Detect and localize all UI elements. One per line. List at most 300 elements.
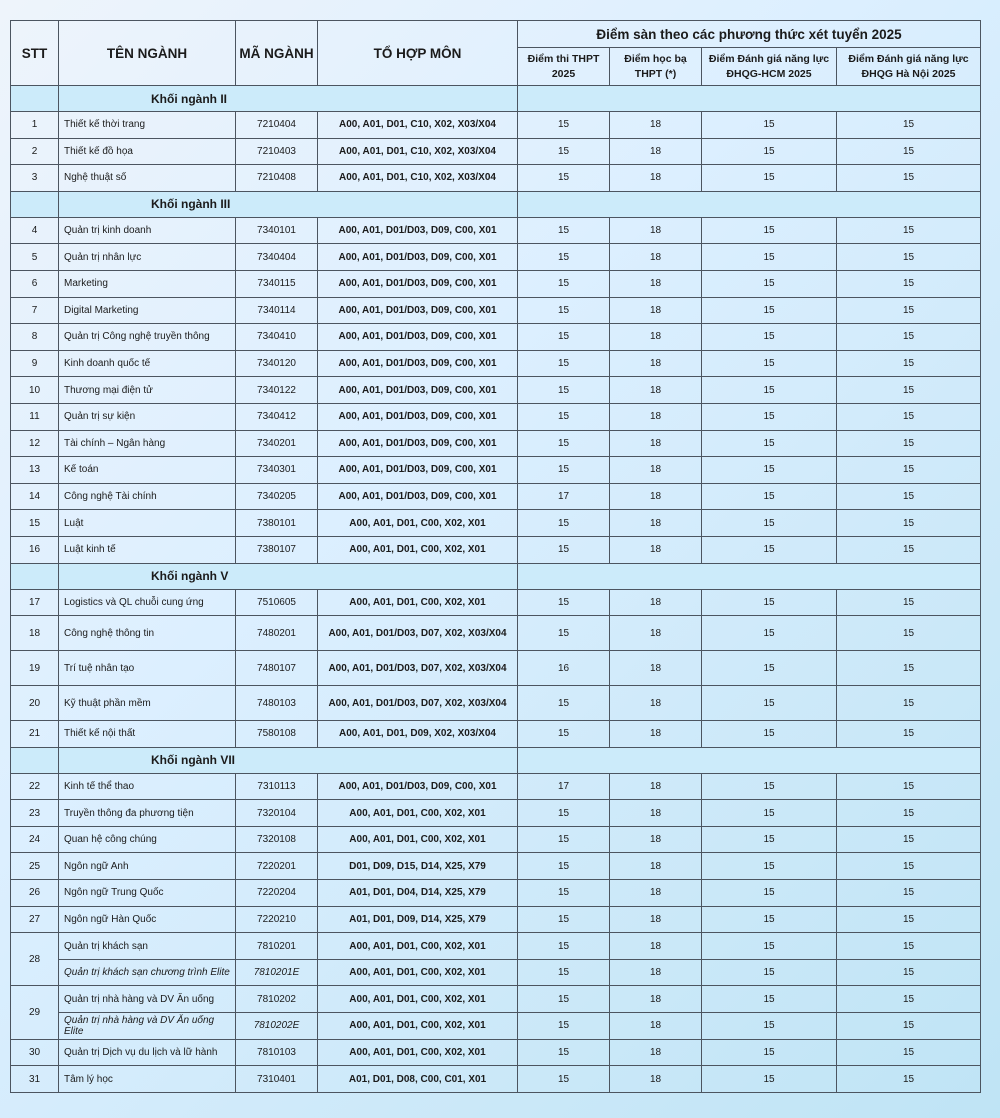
major-name-cell: Quản trị Dịch vụ du lịch và lữ hành [59,1039,236,1066]
score-cell: 15 [702,906,837,933]
major-name-cell: Quản trị khách sạn chương trình Elite [59,959,236,986]
major-name-cell: Nghệ thuật số [59,165,236,192]
major-name-cell: Thiết kế nội thất [59,721,236,748]
stt-cell: 24 [11,826,59,853]
stt-cell: 29 [11,986,59,1039]
table-row [11,880,981,907]
score-cell: 15 [518,324,610,351]
group-title: Khối ngành III [59,191,518,217]
score-cell: 15 [837,853,981,880]
header-name: TÊN NGÀNH [59,21,236,86]
score-cell: 15 [837,1039,981,1066]
major-name-cell: Ngôn ngữ Trung Quốc [59,880,236,907]
score-cell: 18 [610,686,702,721]
table-row [11,350,981,377]
score-cell: 15 [837,1013,981,1040]
score-cell: 15 [702,651,837,686]
score-cell: 18 [610,377,702,404]
score-cell: 15 [702,826,837,853]
score-cell: 17 [518,773,610,800]
score-cell: 15 [837,457,981,484]
header-method-line: Điểm học bạ [624,52,687,65]
table-row [11,138,981,165]
score-cell: 18 [610,589,702,616]
score-cell: 15 [518,826,610,853]
header-method-line: THPT (*) [634,67,677,80]
major-name-cell: Luật kinh tế [59,536,236,563]
header-stt: STT [11,21,59,86]
stt-cell: 12 [11,430,59,457]
score-cell: 18 [610,430,702,457]
score-cell: 18 [610,350,702,377]
subject-combo-cell: A00, A01, D01/D03, D07, X02, X03/X04 [318,616,518,651]
score-cell: 15 [702,880,837,907]
score-cell: 15 [702,686,837,721]
group-title: Khối ngành V [59,563,518,589]
group-row [11,747,981,773]
subject-combo-cell: A00, A01, D01, D09, X02, X03/X04 [318,721,518,748]
table-row [11,959,981,986]
score-cell: 15 [837,773,981,800]
major-name-cell: Quản trị sự kiện [59,403,236,430]
score-cell: 18 [610,651,702,686]
score-cell: 15 [837,270,981,297]
score-cell: 15 [702,933,837,960]
group-title: Khối ngành VII [59,747,518,773]
score-cell: 15 [837,1066,981,1093]
major-code-cell: 7210404 [236,112,318,139]
subject-combo-cell: A00, A01, D01/D03, D09, C00, X01 [318,270,518,297]
subject-combo-cell: A01, D01, D08, C00, C01, X01 [318,1066,518,1093]
subject-combo-cell: A01, D01, D09, D14, X25, X79 [318,906,518,933]
score-cell: 18 [610,826,702,853]
header-method-group: Điểm sàn theo các phương thức xét tuyển 2025 [518,21,981,48]
score-cell: 18 [610,933,702,960]
major-name-cell: Công nghệ Tài chính [59,483,236,510]
subject-combo-cell: A00, A01, D01, C10, X02, X03/X04 [318,138,518,165]
score-cell: 18 [610,536,702,563]
score-cell: 15 [702,350,837,377]
subject-combo-cell: A00, A01, D01/D03, D09, C00, X01 [318,217,518,244]
stt-cell: 10 [11,377,59,404]
header-method-dgnl-hcm [702,48,837,86]
score-cell: 15 [518,906,610,933]
score-cell: 15 [518,138,610,165]
major-code-cell: 7310401 [236,1066,318,1093]
score-cell: 18 [610,138,702,165]
table-row [11,686,981,721]
score-cell: 18 [610,510,702,537]
score-cell: 15 [702,616,837,651]
table-row [11,403,981,430]
major-code-cell: 7810202 [236,986,318,1013]
subject-combo-cell: A00, A01, D01, C10, X02, X03/X04 [318,165,518,192]
score-cell: 15 [518,377,610,404]
group-filler-cell [518,86,981,112]
table-body [11,86,981,1093]
subject-combo-cell: A00, A01, D01/D03, D09, C00, X01 [318,403,518,430]
major-name-cell: Quản trị Công nghệ truyền thông [59,324,236,351]
admission-score-table [10,20,981,1093]
subject-combo-cell: A00, A01, D01, C00, X02, X01 [318,1039,518,1066]
table-row [11,986,981,1013]
score-cell: 15 [518,1066,610,1093]
stt-cell: 19 [11,651,59,686]
score-cell: 18 [610,297,702,324]
table-row [11,826,981,853]
header-method-line: ĐHQG-HCM 2025 [726,67,812,80]
score-cell: 15 [837,112,981,139]
stt-cell: 2 [11,138,59,165]
score-cell: 15 [837,959,981,986]
header-method-thpt [518,48,610,86]
group-row [11,563,981,589]
score-cell: 15 [837,616,981,651]
score-cell: 18 [610,324,702,351]
major-code-cell: 7220204 [236,880,318,907]
header-method-line: 2025 [551,67,576,80]
score-cell: 15 [518,986,610,1013]
major-code-cell: 7340101 [236,217,318,244]
subject-combo-cell: A00, A01, D01/D03, D09, C00, X01 [318,457,518,484]
score-cell: 15 [702,324,837,351]
score-cell: 15 [837,483,981,510]
table-row [11,270,981,297]
score-cell: 15 [702,536,837,563]
major-code-cell: 7580108 [236,721,318,748]
score-cell: 15 [702,773,837,800]
score-cell: 15 [702,800,837,827]
score-cell: 15 [518,721,610,748]
table-row [11,430,981,457]
table-row [11,1066,981,1093]
score-cell: 18 [610,217,702,244]
subject-combo-cell: A00, A01, D01/D03, D09, C00, X01 [318,377,518,404]
score-cell: 15 [837,430,981,457]
score-cell: 18 [610,721,702,748]
score-cell: 15 [518,217,610,244]
group-stt-cell [11,747,59,773]
subject-combo-cell: A00, A01, D01/D03, D07, X02, X03/X04 [318,651,518,686]
group-filler-cell [518,191,981,217]
score-cell: 15 [837,651,981,686]
score-cell: 15 [702,138,837,165]
stt-cell: 22 [11,773,59,800]
major-code-cell: 7340114 [236,297,318,324]
major-name-cell: Trí tuệ nhân tạo [59,651,236,686]
group-stt-cell [11,563,59,589]
stt-cell: 20 [11,686,59,721]
table-row [11,906,981,933]
score-cell: 15 [518,1013,610,1040]
score-cell: 15 [518,1039,610,1066]
score-cell: 15 [702,217,837,244]
stt-cell: 14 [11,483,59,510]
major-name-cell: Quản trị nhà hàng và DV Ăn uống Elite [59,1013,236,1040]
stt-cell: 18 [11,616,59,651]
score-cell: 15 [702,377,837,404]
score-cell: 16 [518,651,610,686]
table-row [11,721,981,748]
major-name-cell: Luật [59,510,236,537]
major-code-cell: 7340120 [236,350,318,377]
major-name-cell: Ngôn ngữ Anh [59,853,236,880]
score-cell: 15 [837,826,981,853]
subject-combo-cell: A00, A01, D01/D03, D09, C00, X01 [318,324,518,351]
score-cell: 15 [702,165,837,192]
score-cell: 15 [518,403,610,430]
group-row [11,86,981,112]
score-cell: 15 [518,589,610,616]
table-row [11,933,981,960]
score-cell: 15 [837,686,981,721]
score-cell: 15 [702,244,837,271]
score-cell: 15 [518,165,610,192]
stt-cell: 27 [11,906,59,933]
header-method-dgnl-hn [837,48,981,86]
score-cell: 18 [610,853,702,880]
stt-cell: 5 [11,244,59,271]
subject-combo-cell: A00, A01, D01, C00, X02, X01 [318,510,518,537]
major-code-cell: 7220210 [236,906,318,933]
score-cell: 15 [518,244,610,271]
table-row [11,165,981,192]
major-code-cell: 7320108 [236,826,318,853]
score-cell: 15 [518,457,610,484]
score-cell: 15 [702,721,837,748]
score-cell: 15 [837,377,981,404]
table-row [11,1039,981,1066]
major-code-cell: 7480201 [236,616,318,651]
score-cell: 15 [518,510,610,537]
subject-combo-cell: A00, A01, D01, C00, X02, X01 [318,800,518,827]
table-row [11,217,981,244]
stt-cell: 31 [11,1066,59,1093]
major-code-cell: 7210408 [236,165,318,192]
score-cell: 15 [837,880,981,907]
stt-cell: 25 [11,853,59,880]
subject-combo-cell: D01, D09, D15, D14, X25, X79 [318,853,518,880]
score-cell: 15 [518,270,610,297]
score-cell: 15 [702,853,837,880]
group-stt-cell [11,86,59,112]
subject-combo-cell: A00, A01, D01, C00, X02, X01 [318,959,518,986]
major-name-cell: Kinh tế thể thao [59,773,236,800]
subject-combo-cell: A00, A01, D01, C00, X02, X01 [318,933,518,960]
score-cell: 15 [837,165,981,192]
score-cell: 15 [837,510,981,537]
major-name-cell: Quan hệ công chúng [59,826,236,853]
subject-combo-cell: A00, A01, D01, C10, X02, X03/X04 [318,112,518,139]
major-code-cell: 7340301 [236,457,318,484]
table-row [11,651,981,686]
major-name-cell: Quản trị nhân lực [59,244,236,271]
stt-cell: 17 [11,589,59,616]
major-code-cell: 7340205 [236,483,318,510]
score-cell: 15 [702,403,837,430]
major-name-cell: Tâm lý học [59,1066,236,1093]
major-code-cell: 7210403 [236,138,318,165]
major-name-cell: Quản trị khách sạn [59,933,236,960]
major-name-cell: Marketing [59,270,236,297]
major-code-cell: 7310113 [236,773,318,800]
major-name-cell: Kinh doanh quốc tế [59,350,236,377]
stt-cell: 16 [11,536,59,563]
score-cell: 15 [837,350,981,377]
major-name-cell: Logistics và QL chuỗi cung ứng [59,589,236,616]
major-name-cell: Digital Marketing [59,297,236,324]
subject-combo-cell: A00, A01, D01/D03, D07, X02, X03/X04 [318,686,518,721]
score-cell: 15 [837,721,981,748]
table-row [11,483,981,510]
table-row [11,324,981,351]
stt-cell: 30 [11,1039,59,1066]
major-code-cell: 7220201 [236,853,318,880]
group-filler-cell [518,563,981,589]
score-cell: 18 [610,244,702,271]
score-cell: 15 [702,112,837,139]
score-cell: 15 [518,350,610,377]
subject-combo-cell: A00, A01, D01, C00, X02, X01 [318,986,518,1013]
score-cell: 15 [702,1066,837,1093]
table-row [11,589,981,616]
major-name-cell: Quản trị kinh doanh [59,217,236,244]
group-row [11,191,981,217]
subject-combo-cell: A00, A01, D01/D03, D09, C00, X01 [318,430,518,457]
group-title: Khối ngành II [59,86,518,112]
score-cell: 18 [610,959,702,986]
major-code-cell: 7810201E [236,959,318,986]
score-cell: 15 [837,217,981,244]
subject-combo-cell: A00, A01, D01, C00, X02, X01 [318,589,518,616]
subject-combo-cell: A00, A01, D01/D03, D09, C00, X01 [318,483,518,510]
major-name-cell: Tài chính – Ngân hàng [59,430,236,457]
table-row [11,853,981,880]
score-cell: 18 [610,112,702,139]
major-name-cell: Truyền thông đa phương tiện [59,800,236,827]
header-combo: TỔ HỢP MÔN [318,21,518,86]
score-cell: 18 [610,457,702,484]
stt-cell: 4 [11,217,59,244]
header-method-line: Điểm Đánh giá năng lực [708,52,830,65]
score-cell: 15 [837,933,981,960]
score-cell: 18 [610,270,702,297]
score-cell: 18 [610,616,702,651]
major-code-cell: 7340122 [236,377,318,404]
admission-table-wrapper [10,20,981,1093]
score-cell: 15 [518,112,610,139]
score-cell: 17 [518,483,610,510]
score-cell: 15 [518,933,610,960]
major-name-cell: Quản trị nhà hàng và DV Ăn uống [59,986,236,1013]
score-cell: 15 [837,324,981,351]
score-cell: 15 [837,536,981,563]
major-name-cell: Thương mại điện tử [59,377,236,404]
table-row [11,616,981,651]
score-cell: 18 [610,906,702,933]
score-cell: 15 [702,457,837,484]
header-method-line: Điểm thi THPT [527,52,600,65]
major-code-cell: 7810202E [236,1013,318,1040]
stt-cell: 3 [11,165,59,192]
score-cell: 15 [837,986,981,1013]
score-cell: 15 [837,906,981,933]
header-method-line: Điểm Đánh giá năng lực [848,52,969,65]
subject-combo-cell: A01, D01, D04, D14, X25, X79 [318,880,518,907]
header-code: MÃ NGÀNH [236,21,318,86]
score-cell: 15 [702,986,837,1013]
score-cell: 15 [518,800,610,827]
score-cell: 15 [518,686,610,721]
group-filler-cell [518,747,981,773]
score-cell: 18 [610,1039,702,1066]
table-row [11,1013,981,1040]
stt-cell: 6 [11,270,59,297]
score-cell: 18 [610,986,702,1013]
subject-combo-cell: A00, A01, D01, C00, X02, X01 [318,826,518,853]
score-cell: 15 [837,589,981,616]
major-code-cell: 7340404 [236,244,318,271]
table-row [11,457,981,484]
table-row [11,297,981,324]
score-cell: 18 [610,1066,702,1093]
score-cell: 18 [610,403,702,430]
subject-combo-cell: A00, A01, D01/D03, D09, C00, X01 [318,244,518,271]
header-method-hocba [610,48,702,86]
score-cell: 18 [610,165,702,192]
score-cell: 18 [610,880,702,907]
stt-cell: 9 [11,350,59,377]
major-name-cell: Công nghệ thông tin [59,616,236,651]
score-cell: 15 [702,483,837,510]
score-cell: 15 [702,589,837,616]
major-code-cell: 7340412 [236,403,318,430]
major-code-cell: 7810103 [236,1039,318,1066]
score-cell: 15 [518,297,610,324]
score-cell: 15 [837,297,981,324]
stt-cell: 13 [11,457,59,484]
stt-cell: 8 [11,324,59,351]
score-cell: 15 [837,244,981,271]
score-cell: 15 [702,270,837,297]
score-cell: 15 [518,853,610,880]
table-row [11,377,981,404]
score-cell: 15 [518,536,610,563]
score-cell: 15 [837,800,981,827]
major-name-cell: Thiết kế đồ họa [59,138,236,165]
score-cell: 15 [702,1013,837,1040]
major-code-cell: 7340115 [236,270,318,297]
score-cell: 15 [702,430,837,457]
score-cell: 15 [702,510,837,537]
score-cell: 18 [610,1013,702,1040]
score-cell: 15 [702,297,837,324]
score-cell: 18 [610,800,702,827]
score-cell: 15 [518,430,610,457]
major-code-cell: 7380101 [236,510,318,537]
stt-cell: 11 [11,403,59,430]
score-cell: 18 [610,773,702,800]
major-code-cell: 7510605 [236,589,318,616]
major-code-cell: 7480103 [236,686,318,721]
stt-cell: 26 [11,880,59,907]
major-name-cell: Thiết kế thời trang [59,112,236,139]
score-cell: 15 [837,403,981,430]
stt-cell: 15 [11,510,59,537]
stt-cell: 21 [11,721,59,748]
table-row [11,244,981,271]
major-code-cell: 7810201 [236,933,318,960]
